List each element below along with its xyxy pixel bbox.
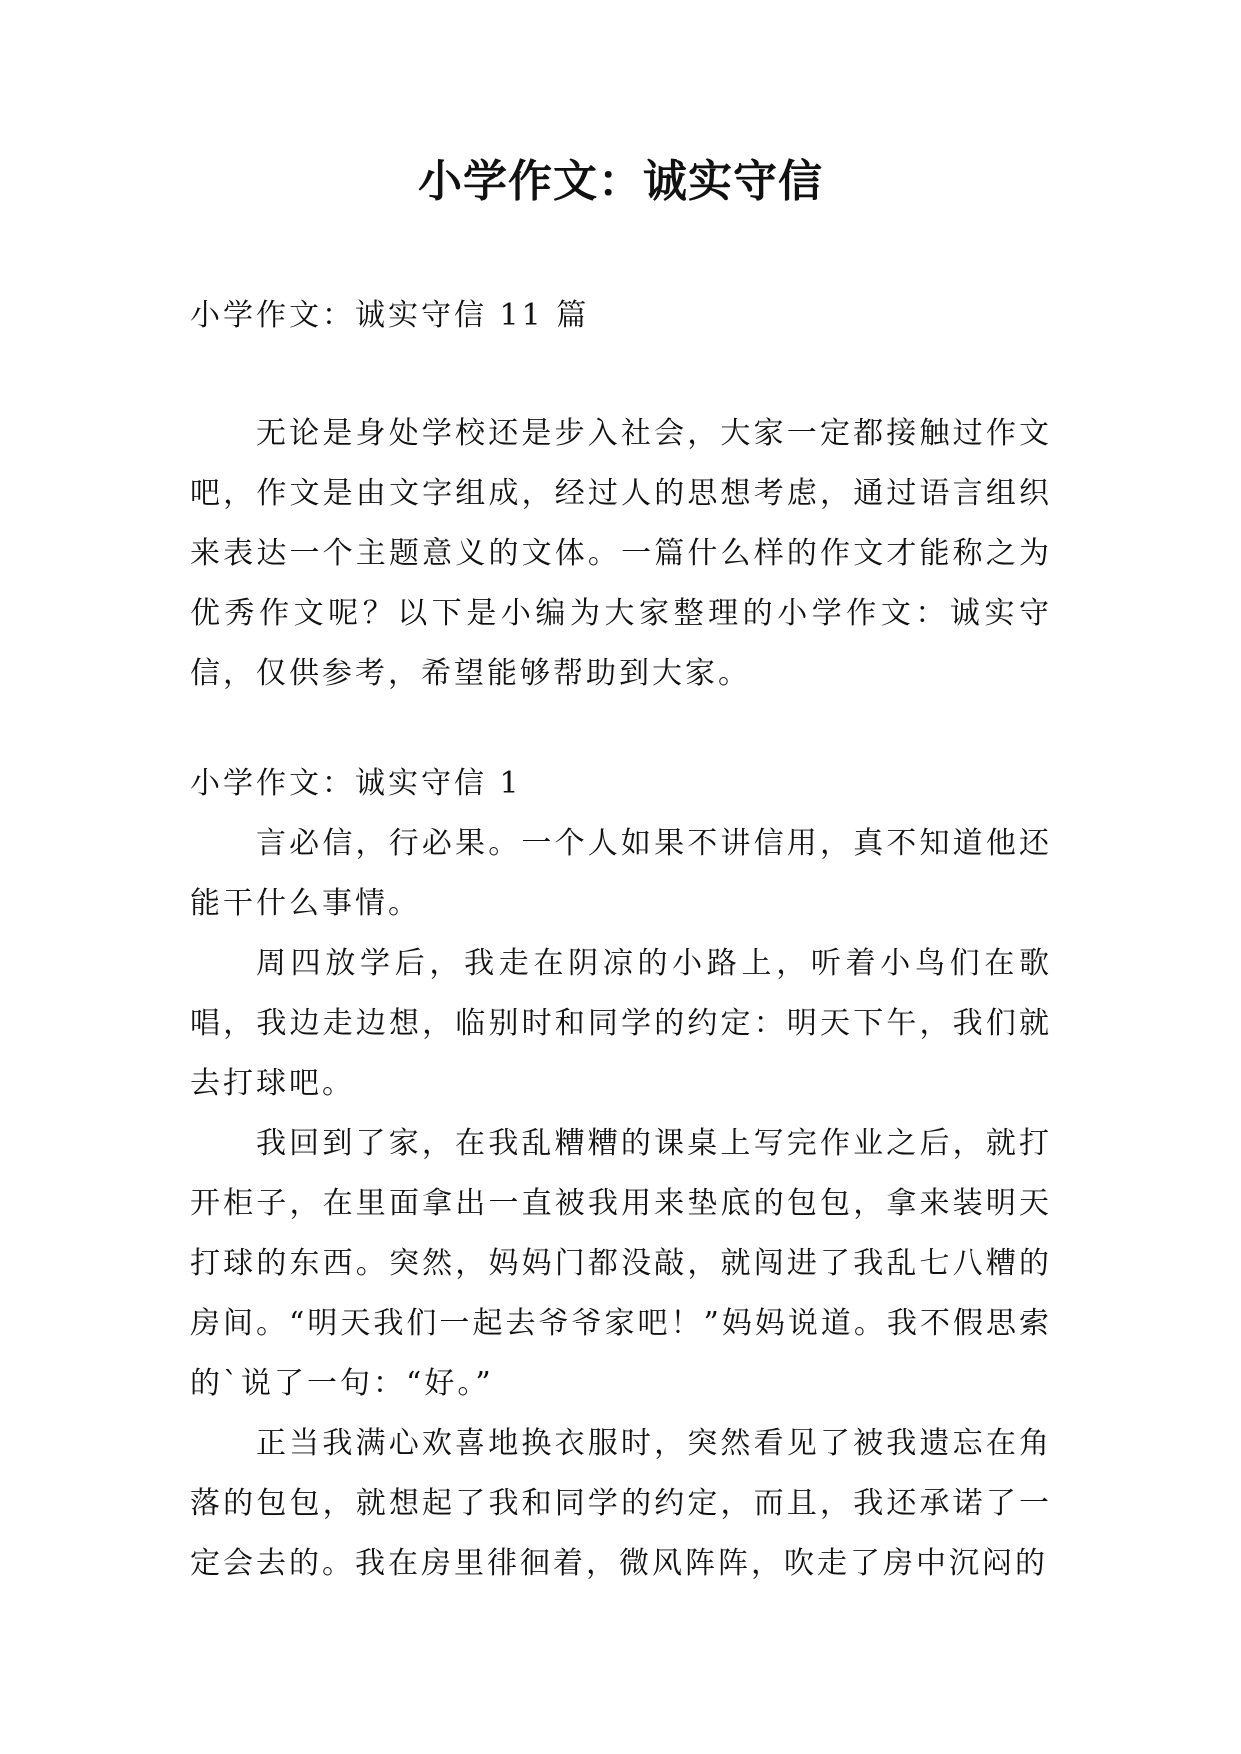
document-title: 小学作文：诚实守信 [418, 156, 823, 207]
essay-section-1 [190, 754, 1052, 1594]
intro-section [190, 404, 1052, 704]
essay-paragraph-3: 我回到了家，在我乱糟糟的课桌上写完作业之后，就打开柜子，在里面拿出一直被我用来垫底的包包，拿来装明天打球的东西。突然，妈妈门都没敲，就闯进了我乱七八糟的房间。“明天我们一起去爷爷家吧！”妈妈说道。我不假思索的`说了一句：“好。” [190, 1126, 1052, 1401]
intro-paragraph: 无论是身处学校还是步入社会，大家一定都接触过作文吧，作文是由文字组成，经过人的思想考虑，通过语言组织来表达一个主题意义的文体。一篇什么样的作文才能称之为优秀作文呢？以下是小编为大家整理的小学作文：诚实守信，仅供参考，希望能够帮助到大家。 [190, 416, 1052, 691]
document-subtitle [190, 286, 1052, 346]
essay-paragraph-2: 周四放学后，我走在阴凉的小路上，听着小鸟们在歌唱，我边走边想，临别时和同学的约定：明天下午，我们就去打球吧。 [190, 946, 1052, 1101]
essay-paragraph-1: 言必信，行必果。一个人如果不讲信用，真不知道他还能干什么事情。 [190, 826, 1052, 921]
subtitle-text: 小学作文：诚实守信 11 篇 [190, 298, 590, 333]
essay-paragraph-4: 正当我满心欢喜地换衣服时，突然看见了被我遗忘在角落的包包，就想起了我和同学的约定，而且，我还承诺了一定会去的。我在房里徘徊着，微风阵阵，吹走了房中沉闷的 [190, 1426, 1052, 1581]
section-heading: 小学作文：诚实守信 1 [190, 766, 522, 801]
